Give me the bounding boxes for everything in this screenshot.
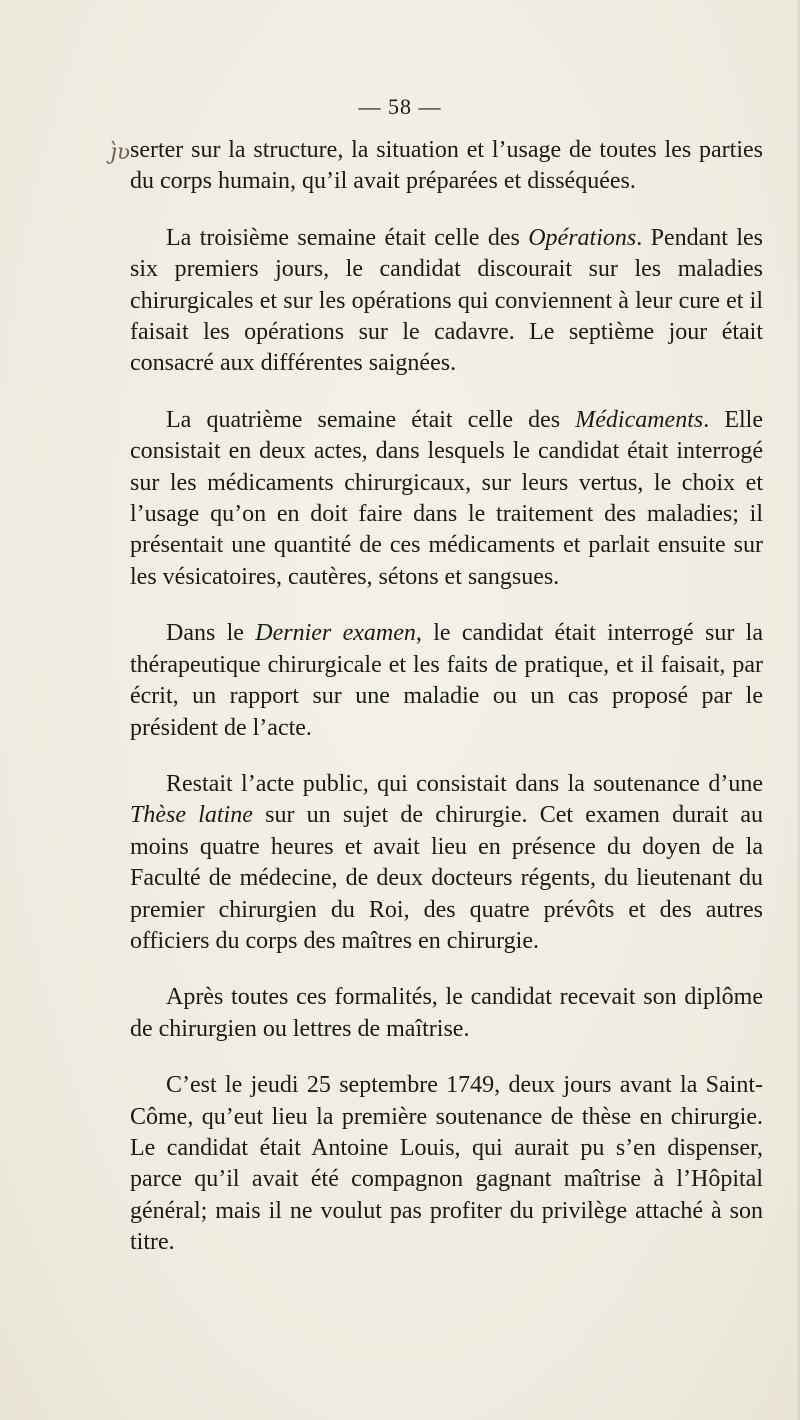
- paragraph-7: [130, 1070, 763, 1258]
- text-run: serter sur la structure, la situation et l’usage de toutes les parties du corps humain, qu’il avait préparées et disséquées.: [130, 137, 763, 195]
- handwritten-margin-note: ȷ̀ʋ: [110, 140, 131, 165]
- italic-term: Médicaments: [575, 406, 704, 433]
- italic-term: Thèse latine: [130, 802, 253, 829]
- paragraph-2: [130, 223, 763, 380]
- text-run: La quatrième semaine était celle des: [166, 406, 576, 433]
- text-run: C’est le jeudi 25 septembre 1749, deux jours avant la Saint-Côme, qu’eut lieu la première soutenance de thèse en chirurgie. Le candidat était Antoine Louis, qui aurait pu s’en dispenser, parce qu’il avait été compagnon gagnant maîtrise à l’Hôpital général; mais il ne voulut pas profiter du privilège attaché à son titre.: [130, 1072, 763, 1256]
- body-text: [130, 135, 763, 1284]
- text-run: . Pendant les six premiers jours, le candidat discourait sur les maladies chirurgicales et sur les opérations qui conviennent à leur cure et il faisait les opérations sur le cadavre. Le septième jour était consacré aux différentes saignées.: [130, 224, 763, 377]
- paragraph-6: [130, 982, 763, 1045]
- paragraph-1: [130, 135, 763, 198]
- text-run: sur un sujet de chirurgie. Cet examen durait au moins quatre heures et avait lieu en présence du doyen de la Faculté de médecine, de deux docteurs régents, du lieutenant du premier chirurgien du Roi, des quatre prévôts et des autres officiers du corps des maîtres en chirurgie.: [130, 802, 763, 954]
- page-edge-shadow: [796, 0, 800, 1420]
- italic-term: Opérations: [528, 224, 637, 251]
- text-run: Dans le: [166, 620, 256, 647]
- text-run: Restait l’acte public, qui consistait dans la soutenance d’une: [166, 770, 763, 797]
- text-run: La troisième semaine était celle des: [166, 224, 529, 251]
- paragraph-3: [130, 405, 763, 593]
- paragraph-5: [130, 769, 763, 957]
- italic-term: Dernier examen: [255, 620, 416, 647]
- page-number: — 58 —: [358, 94, 442, 119]
- text-run: , le candidat était interrogé sur la thérapeutique chirurgicale et les faits de pratique, et il faisait, par écrit, un rapport sur une maladie ou un cas proposé par le président de l’acte.: [130, 620, 763, 741]
- text-run: . Elle consistait en deux actes, dans lesquels le candidat était interrogé sur les médicaments chirurgicaux, sur leurs vertus, le choix et l’usage qu’on en doit faire dans le traitement des maladies; il présentait une quantité de ces médicaments et parlait ensuite sur les vésicatoires, cautères, sétons et sangsues.: [130, 406, 763, 590]
- text-run: Après toutes ces formalités, le candidat recevait son diplôme de chirurgien ou lettres de maîtrise.: [130, 984, 763, 1042]
- paragraph-4: [130, 618, 763, 744]
